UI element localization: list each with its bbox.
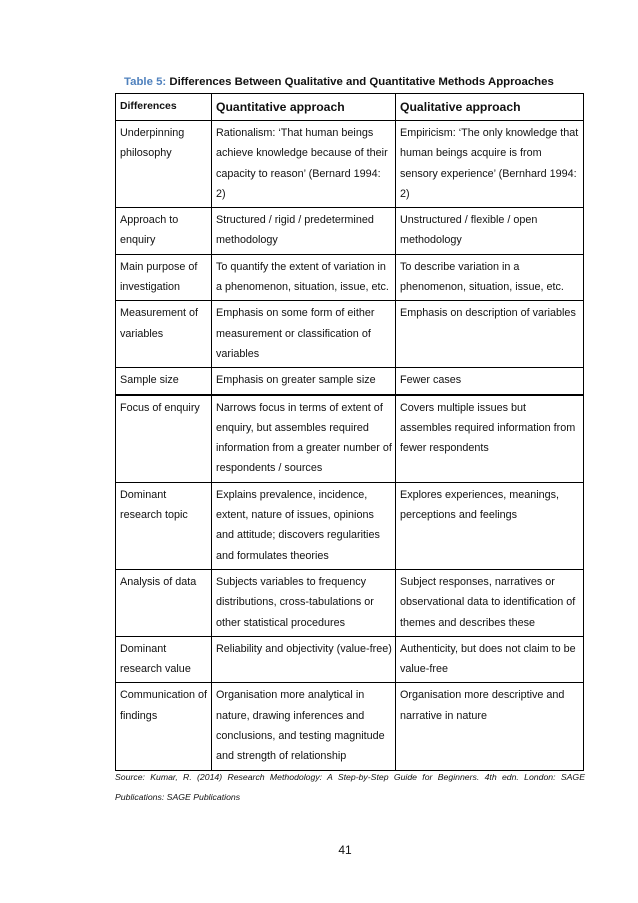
table-row (116, 368, 584, 395)
caption-title: Differences Between Qualitative and Quantitative Methods Approaches (169, 76, 554, 88)
quantitative-cell: Rationalism: ‘That human beings achieve knowledge because of their capacity to reason’ (Bernard 1994: 2) (212, 121, 396, 208)
qualitative-cell: Empiricism: ‘The only knowledge that human beings acquire is from sensory experience’ (Bernhard 1994: 2) (396, 121, 584, 208)
page-number: 41 (338, 843, 352, 857)
qualitative-cell: Covers multiple issues but assembles required information from fewer respondents (396, 395, 584, 483)
qualitative-cell: Subject responses, narratives or observational data to identification of themes and describes these (396, 569, 584, 636)
quantitative-cell: Emphasis on greater sample size (212, 368, 396, 395)
qualitative-cell: Authenticity, but does not claim to be value-free (396, 636, 584, 683)
quantitative-cell: Explains prevalence, incidence, extent, nature of issues, opinions and attitude; discovers regularities and formulates theories (212, 482, 396, 569)
table-row (116, 395, 584, 483)
row-label: Sample size (116, 368, 212, 395)
row-label: Communication of findings (116, 683, 212, 770)
table-row (116, 208, 584, 255)
table-row (116, 636, 584, 683)
table-caption (124, 76, 594, 88)
table-row (116, 254, 584, 301)
comparison-table (115, 93, 584, 771)
quantitative-cell: Narrows focus in terms of extent of enquiry, but assembles required information from a greater number of respondents / sources (212, 395, 396, 483)
row-label: Analysis of data (116, 569, 212, 636)
qualitative-cell: Fewer cases (396, 368, 584, 395)
table-row (116, 683, 584, 770)
table-header-row (116, 94, 584, 121)
quantitative-cell: Subjects variables to frequency distributions, cross-tabulations or other statistical procedures (212, 569, 396, 636)
table-row (116, 482, 584, 569)
row-label: Dominant research value (116, 636, 212, 683)
row-label: Underpinning philosophy (116, 121, 212, 208)
table-row (116, 121, 584, 208)
header-qualitative: Qualitative approach (396, 94, 584, 121)
qualitative-cell: Organisation more descriptive and narrative in nature (396, 683, 584, 770)
qualitative-cell: To describe variation in a phenomenon, situation, issue, etc. (396, 254, 584, 301)
qualitative-cell: Emphasis on description of variables (396, 301, 584, 368)
qualitative-cell: Unstructured / flexible / open methodology (396, 208, 584, 255)
quantitative-cell: Structured / rigid / predetermined methodology (212, 208, 396, 255)
row-label: Main purpose of investigation (116, 254, 212, 301)
row-label: Measurement of variables (116, 301, 212, 368)
header-differences: Differences (116, 94, 212, 121)
row-label: Focus of enquiry (116, 395, 212, 483)
row-label: Dominant research topic (116, 482, 212, 569)
row-label: Approach to enquiry (116, 208, 212, 255)
quantitative-cell: Reliability and objectivity (value-free) (212, 636, 396, 683)
quantitative-cell: Organisation more analytical in nature, drawing inferences and conclusions, and testing magnitude and strength of relationship (212, 683, 396, 770)
source-citation: Source: Kumar, R. (2014) Research Methodology: A Step-by-Step Guide for Beginners. 4th edn. London: SAGE Publications: SAGE Publications (115, 772, 585, 802)
qualitative-cell: Explores experiences, meanings, perceptions and feelings (396, 482, 584, 569)
caption-label: Table 5: (124, 76, 167, 88)
header-quantitative: Quantitative approach (212, 94, 396, 121)
quantitative-cell: To quantify the extent of variation in a phenomenon, situation, issue, etc. (212, 254, 396, 301)
table-row (116, 569, 584, 636)
table-row (116, 301, 584, 368)
quantitative-cell: Emphasis on some form of either measurement or classification of variables (212, 301, 396, 368)
